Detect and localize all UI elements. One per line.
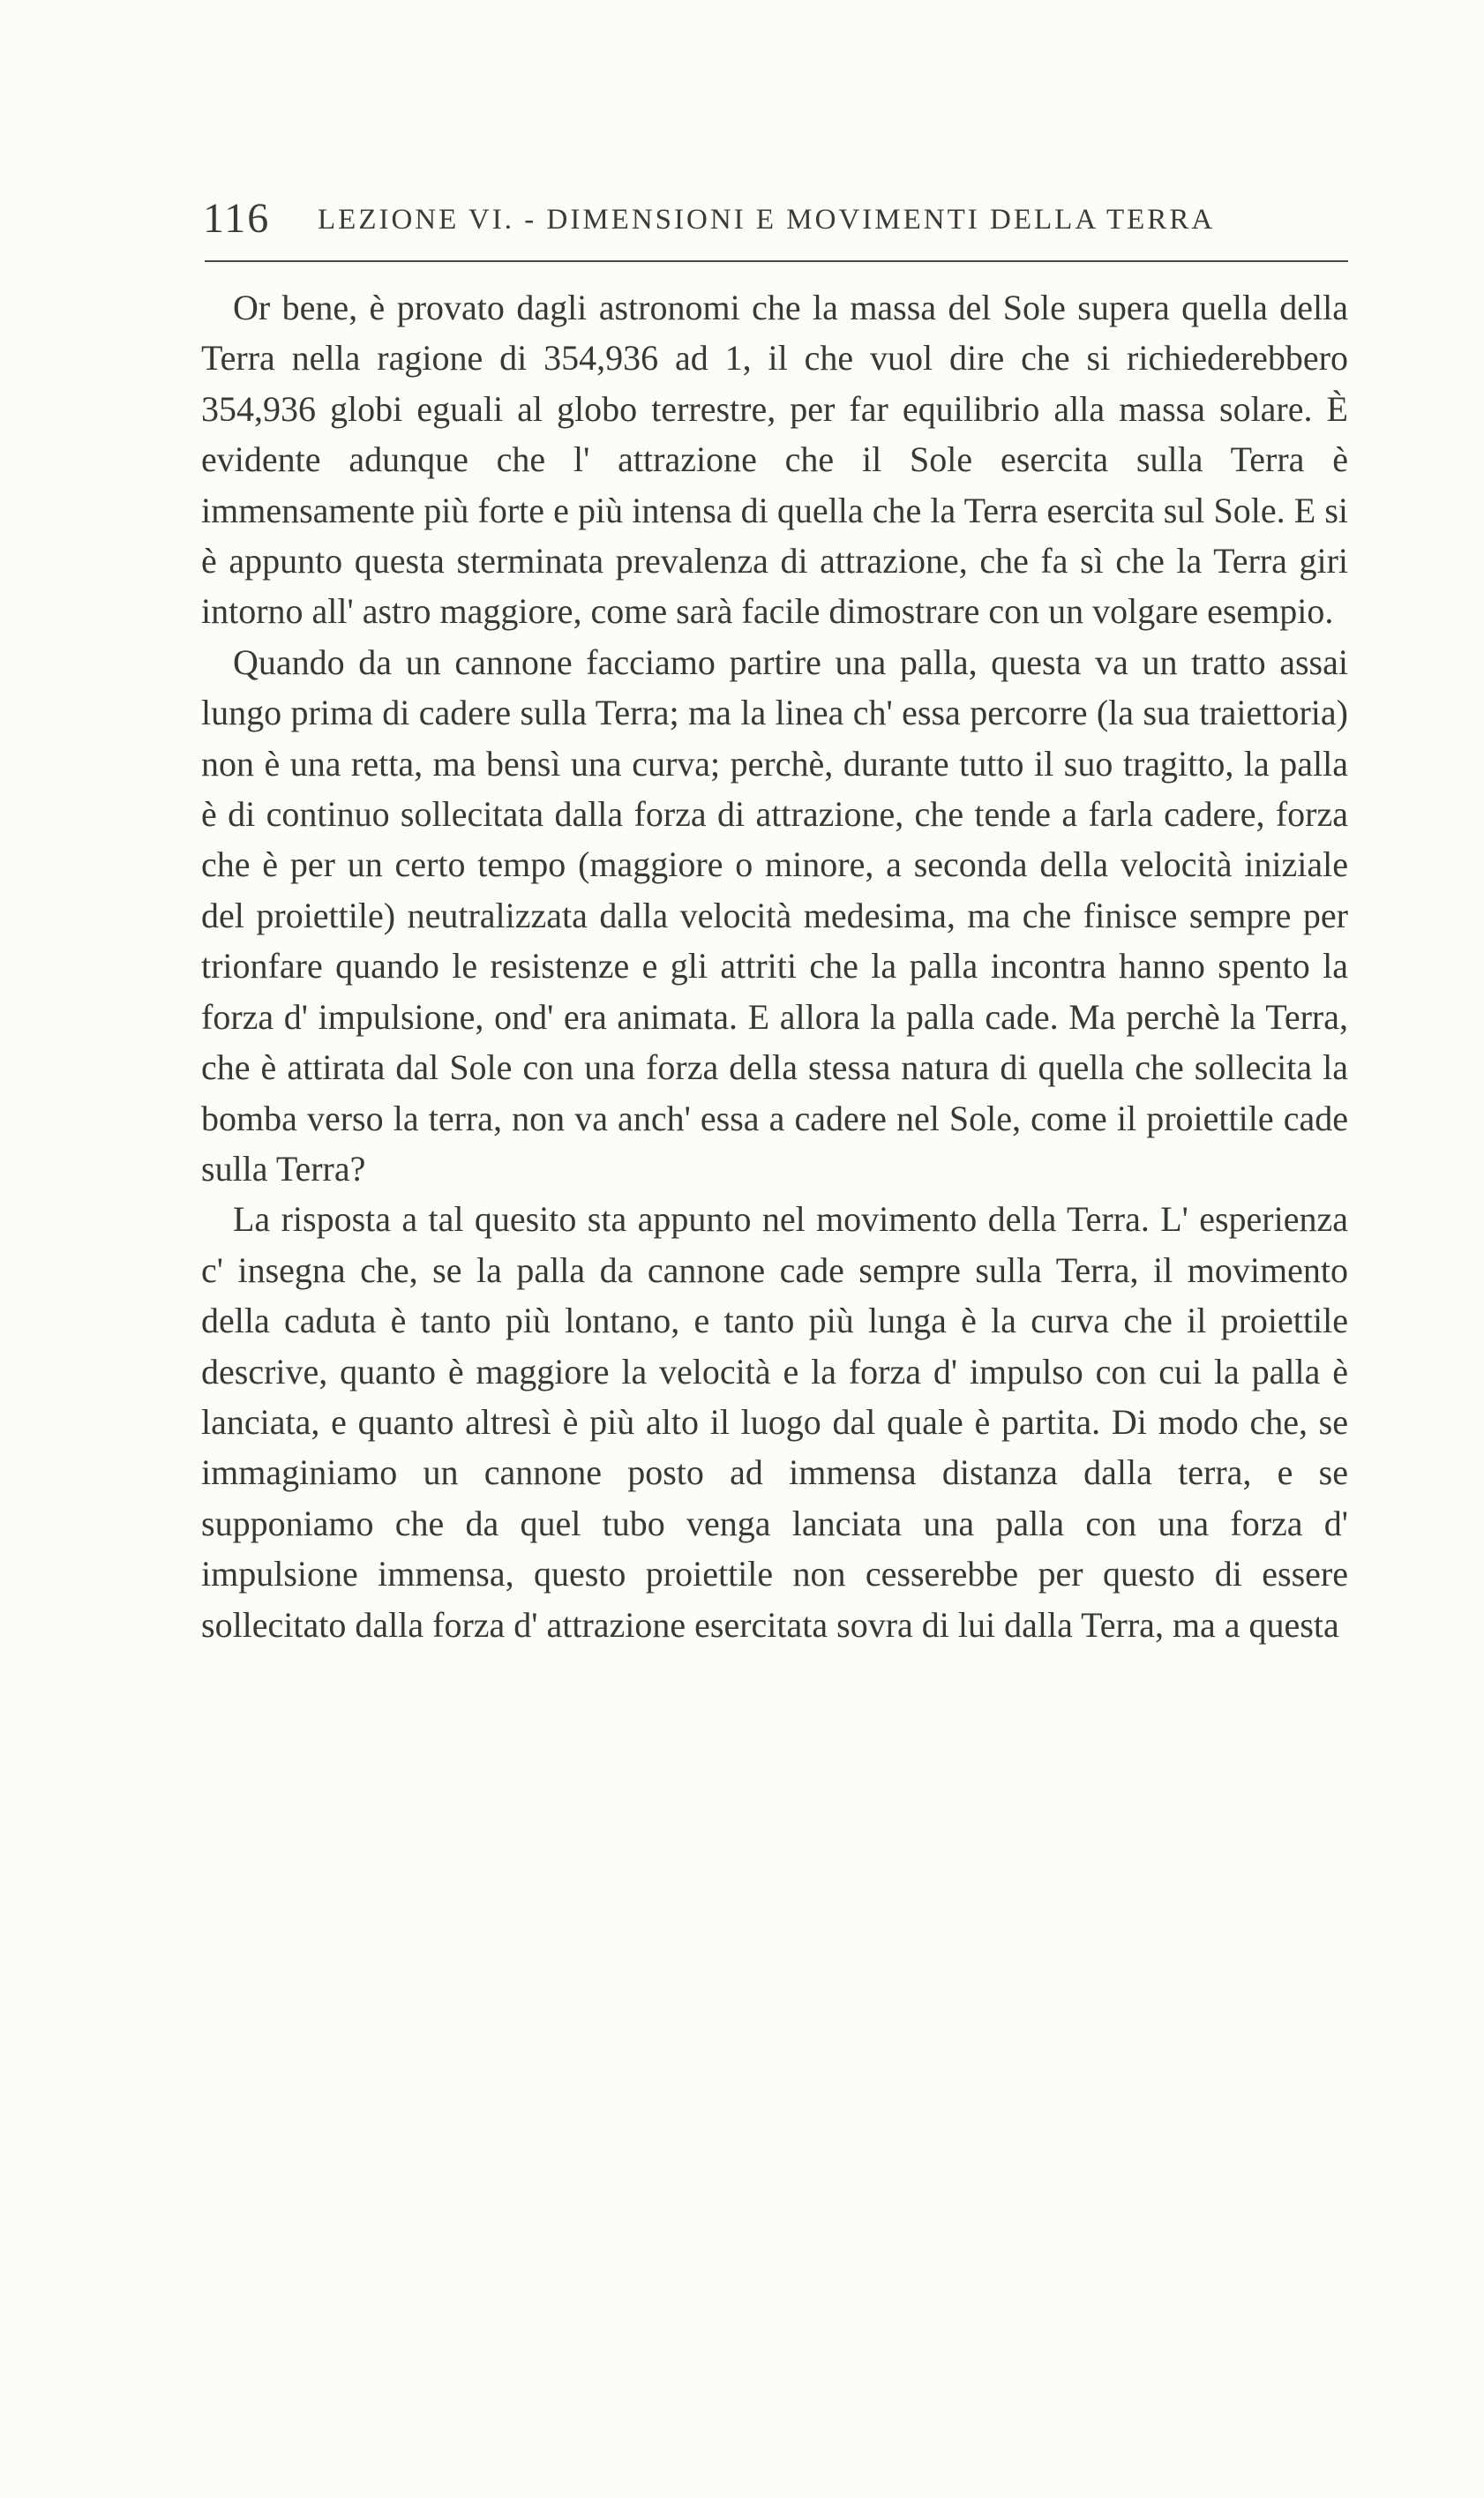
paragraph-2: Quando da un cannone facciamo partire una palla, questa va un tratto assai lungo prima di cadere sulla Terra; ma la linea ch' essa percorre (la sua traiettoria) non è una retta, ma bensì una curva; perchè, durante tutto il suo tragitto, la palla è di continuo sollecitata dalla forza di attrazione, che tende a farla cadere, forza che è per un certo tempo (maggiore o minore, a seconda della velocità iniziale del proiettile) neutralizzata dalla velocità medesima, ma che finisce sempre per trionfare quando le resistenze e gli attriti che la palla incontra hanno spento la forza d' impulsione, ond' era animata. E allora la palla cade. Ma perchè la Terra, che è attirata dal Sole con una forza della stessa natura di quella che sollecita la bomba verso la terra, non va anch' essa a cadere nel Sole, come il proiettile cade sulla Terra? (201, 641, 1348, 1189)
page-header (203, 192, 1350, 245)
paragraph-3: La risposta a tal quesito sta appunto nel movimento della Terra. L' esperienza c' insegna che, se la palla da cannone cade sempre sulla Terra, il movimento della caduta è tanto più lontano, e tanto più lunga è la curva che il proiettile descrive, quanto è maggiore la velocità e la forza d' impulso con cui la palla è lanciata, e quanto altresì è più alto il luogo dal quale è partita. Di modo che, se immaginiamo un cannone posto ad immensa distanza dalla terra, e se supponiamo che da quel tubo venga lanciata una palla con una forza d' impulsione immensa, questo proiettile non cesserebbe per questo di essere sollecitato dalla forza d' attrazione esercitata sovra di lui dalla Terra, ma a questa (201, 1199, 1348, 1645)
page-number: 116 (203, 195, 271, 242)
running-head: LEZIONE VI. - DIMENSIONI E MOVIMENTI DELLA TERRA (318, 204, 1216, 236)
body-text (201, 282, 1348, 1650)
header-rule (205, 260, 1348, 262)
paragraph-1: Or bene, è provato dagli astronomi che la massa del Sole supera quella della Terra nella ragione di 354,936 ad 1, il che vuol dire che si richiederebbero 354,936 globi eguali al globo terrestre, per far equilibrio alla massa solare. È evidente adunque che l' attrazione che il Sole esercita sulla Terra è immensamente più forte e più intensa di quella che la Terra esercita sul Sole. E si è appunto questa sterminata prevalenza di attrazione, che fa sì che la Terra giri intorno all' astro maggiore, come sarà facile dimostrare con un volgare esempio. (201, 288, 1348, 632)
